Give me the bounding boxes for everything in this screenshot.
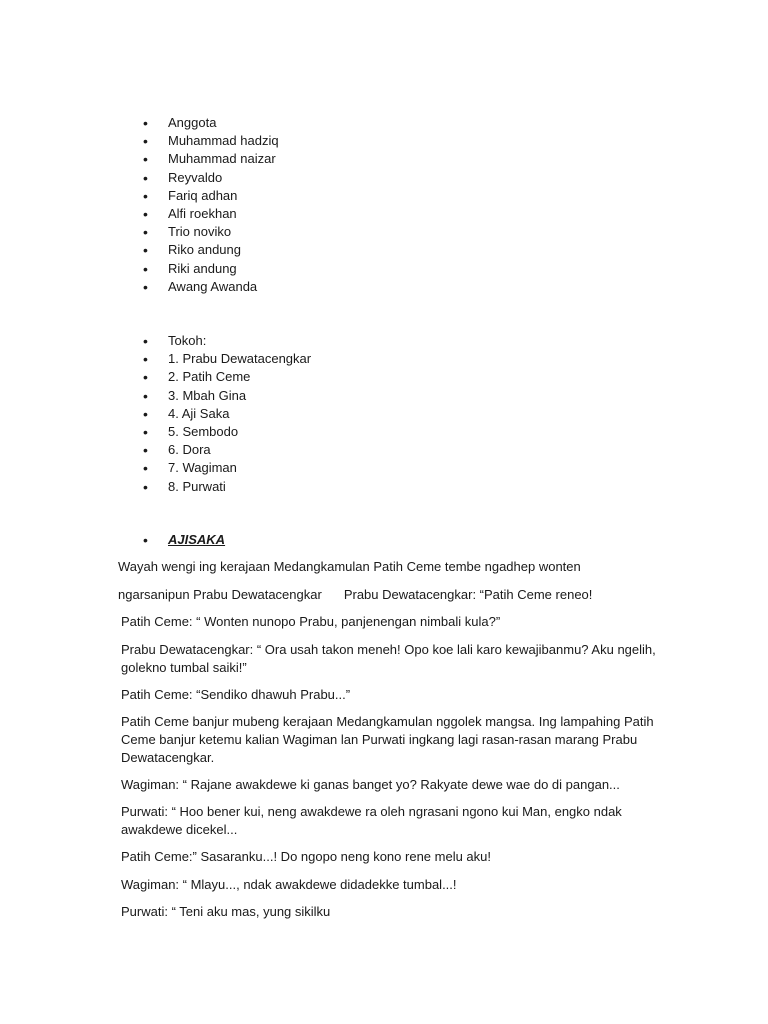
story-title-list <box>0 531 768 549</box>
dialogue-paragraph: Prabu Dewatacengkar: “ Ora usah takon meneh! Opo koe lali karo kewajibanmu? Aku ngelih, golekno tumbal saiki!” <box>121 642 656 676</box>
dialogue-paragraph: Purwati: “ Teni aku mas, yung sikilku <box>121 904 331 919</box>
narration-paragraph: Patih Ceme banjur mubeng kerajaan Medangkamulan nggolek mangsa. Ing lampahing Patih Ceme banjur ketemu kalian Wagiman lan Purwati ingkang lagi rasan-rasan marang Prabu Dewatacengkar. <box>121 714 654 766</box>
list-item: • Anggota <box>0 114 768 132</box>
dialogue-paragraph: Wagiman: “ Rajane awakdewe ki ganas banget yo? Rakyate dewe wae do di pangan... <box>121 777 620 792</box>
list-item: • Fariq adhan <box>0 187 768 205</box>
member-list <box>0 114 768 296</box>
list-item: • 1. Prabu Dewatacengkar <box>0 350 768 368</box>
list-item: • 6. Dora <box>0 441 768 459</box>
intro-line-2-part-b: Prabu Dewatacengkar: “Patih Ceme reneo! <box>343 587 593 602</box>
list-item: • 2. Patih Ceme <box>0 368 768 386</box>
character-list <box>0 332 768 496</box>
list-item: • Tokoh: <box>0 332 768 350</box>
list-item: • Reyvaldo <box>0 169 768 187</box>
story-title: AJISAKA <box>168 532 226 547</box>
list-item: • Muhammad naizar <box>0 150 768 168</box>
list-item: • 5. Sembodo <box>0 423 768 441</box>
dialogue-paragraph: Purwati: “ Hoo bener kui, neng awakdewe ra oleh ngrasani ngono kui Man, engko ndak awakdewe dicekel... <box>121 804 622 838</box>
list-item: • Riki andung <box>0 260 768 278</box>
list-item: • Trio noviko <box>0 223 768 241</box>
story-intro-line-1: Wayah wengi ing kerajaan Medangkamulan Patih Ceme tembe ngadhep wonten <box>118 559 581 574</box>
dialogue-paragraph: Patih Ceme: “ Wonten nunopo Prabu, panjenengan nimbali kula?” <box>121 614 501 629</box>
list-item: • Alfi roekhan <box>0 205 768 223</box>
list-item: • 3. Mbah Gina <box>0 387 768 405</box>
list-item: • Riko andung <box>0 241 768 259</box>
story-intro-line-2 <box>118 586 658 604</box>
intro-line-2-part-a: ngarsanipun Prabu Dewatacengkar <box>118 587 322 602</box>
list-item: • Awang Awanda <box>0 278 768 296</box>
dialogue-paragraph: Patih Ceme:” Sasaranku...! Do ngopo neng kono rene melu aku! <box>121 849 491 864</box>
list-item: • 7. Wagiman <box>0 459 768 477</box>
story-title-item <box>0 531 768 549</box>
list-item: • 8. Purwati <box>0 478 768 496</box>
dialogue-paragraph: Wagiman: “ Mlayu..., ndak awakdewe didadekke tumbal...! <box>121 877 457 892</box>
list-item: • Muhammad hadziq <box>0 132 768 150</box>
dialogue-paragraph: Patih Ceme: “Sendiko dhawuh Prabu...” <box>121 687 351 702</box>
list-item: • 4. Aji Saka <box>0 405 768 423</box>
